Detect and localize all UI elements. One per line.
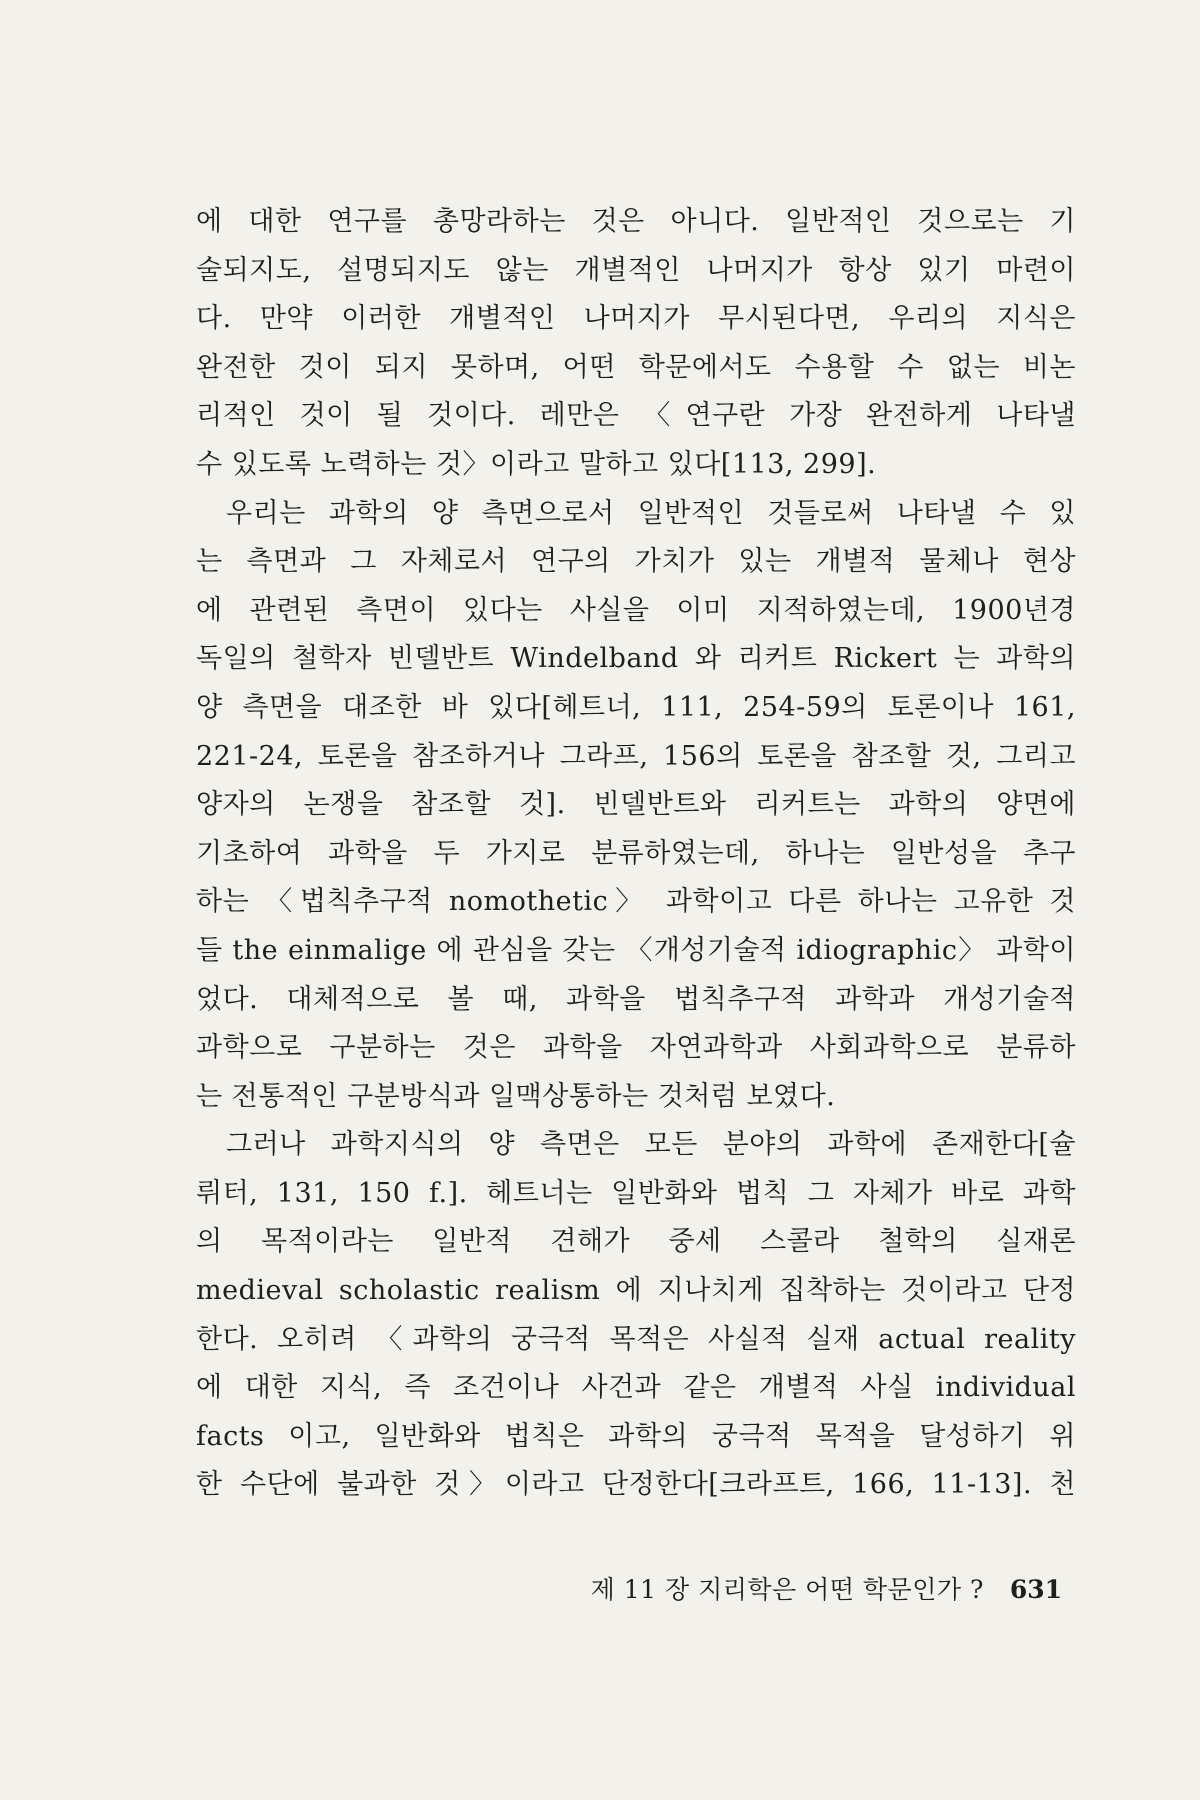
- text-line: 수 있도록 노력하는 것〉이라고 말하고 있다[113, 299].: [196, 448, 877, 480]
- text-line: 들 the einmalige 에 관심을 갖는 〈개성기술적 idiographic〉 과학이: [196, 934, 1076, 966]
- text-line: 뤼터, 131, 150 f.]. 헤트너는 일반화와 법칙 그 자체가 바로 과학: [196, 1177, 1076, 1209]
- chapter-title: 제 11 장 지리학은 어떤 학문인가 ?: [590, 1575, 984, 1604]
- text-line: 에 대한 연구를 총망라하는 것은 아니다. 일반적인 것으로는 기: [196, 206, 1076, 237]
- text-line: 한다. 오히려 〈과학의 궁극적 목적은 사실적 실재 actual reality: [196, 1323, 1076, 1355]
- text-line: 하는 〈법칙추구적 nomothetic〉 과학이고 다른 하나는 고유한 것: [196, 886, 1076, 918]
- text-line: 한 수단에 불과한 것〉이라고 단정한다[크라프트, 166, 11-13]. 천: [196, 1469, 1076, 1501]
- text-line: 완전한 것이 되지 못하며, 어떤 학문에서도 수용할 수 없는 비논: [196, 351, 1076, 383]
- text-line: 의 목적이라는 일반적 견해가 중세 스콜라 철학의 실재론: [196, 1226, 1076, 1258]
- text-line: 에 관련된 측면이 있다는 사실을 이미 지적하였는데, 1900년경: [196, 594, 1076, 626]
- text-line: 과학으로 구분하는 것은 과학을 자연과학과 사회과학으로 분류하: [196, 1032, 1076, 1064]
- page-number: 631: [1009, 1575, 1062, 1604]
- body-text: [196, 198, 1076, 1510]
- text-line: 우리는 과학의 양 측면으로서 일반적인 것들로써 나타낼 수 있: [226, 497, 1076, 529]
- text-line: medieval scholastic realism 에 지나치게 집착하는 것이라고 단정: [196, 1275, 1076, 1307]
- text-line: 다. 만약 이러한 개별적인 나머지가 무시된다면, 우리의 지식은: [196, 303, 1076, 335]
- text-line: 술되지도, 설명되지도 않는 개별적인 나머지가 항상 있기 마련이: [196, 254, 1076, 286]
- text-line: 에 대한 지식, 즉 조건이나 사건과 같은 개별적 사실 individual: [196, 1372, 1076, 1404]
- text-line: 그러나 과학지식의 양 측면은 모든 분야의 과학에 존재한다[슐: [226, 1129, 1076, 1161]
- text-line: 양 측면을 대조한 바 있다[헤트너, 111, 254-59의 토론이나 161,: [196, 691, 1076, 723]
- running-footer: [0, 1570, 1062, 1606]
- text-line: 221-24, 토론을 참조하거나 그라프, 156의 토론을 참조할 것, 그리고: [196, 740, 1076, 772]
- text-line: 독일의 철학자 빈델반트 Windelband 와 리커트 Rickert 는 과학의: [196, 643, 1076, 675]
- text-line: 리적인 것이 될 것이다. 레만은 〈연구란 가장 완전하게 나타낼: [196, 400, 1076, 432]
- text-line: 기초하여 과학을 두 가지로 분류하였는데, 하나는 일반성을 추구: [196, 837, 1076, 869]
- text-line: facts 이고, 일반화와 법칙은 과학의 궁극적 목적을 달성하기 위: [196, 1420, 1076, 1452]
- text-line: 는 측면과 그 자체로서 연구의 가치가 있는 개별적 물체나 현상: [196, 546, 1076, 578]
- text-line: 양자의 논쟁을 참조할 것]. 빈델반트와 리커트는 과학의 양면에: [196, 789, 1076, 821]
- text-line: 었다. 대체적으로 볼 때, 과학을 법칙추구적 과학과 개성기술적: [196, 983, 1076, 1015]
- text-line: 는 전통적인 구분방식과 일맥상통하는 것처럼 보였다.: [196, 1080, 836, 1112]
